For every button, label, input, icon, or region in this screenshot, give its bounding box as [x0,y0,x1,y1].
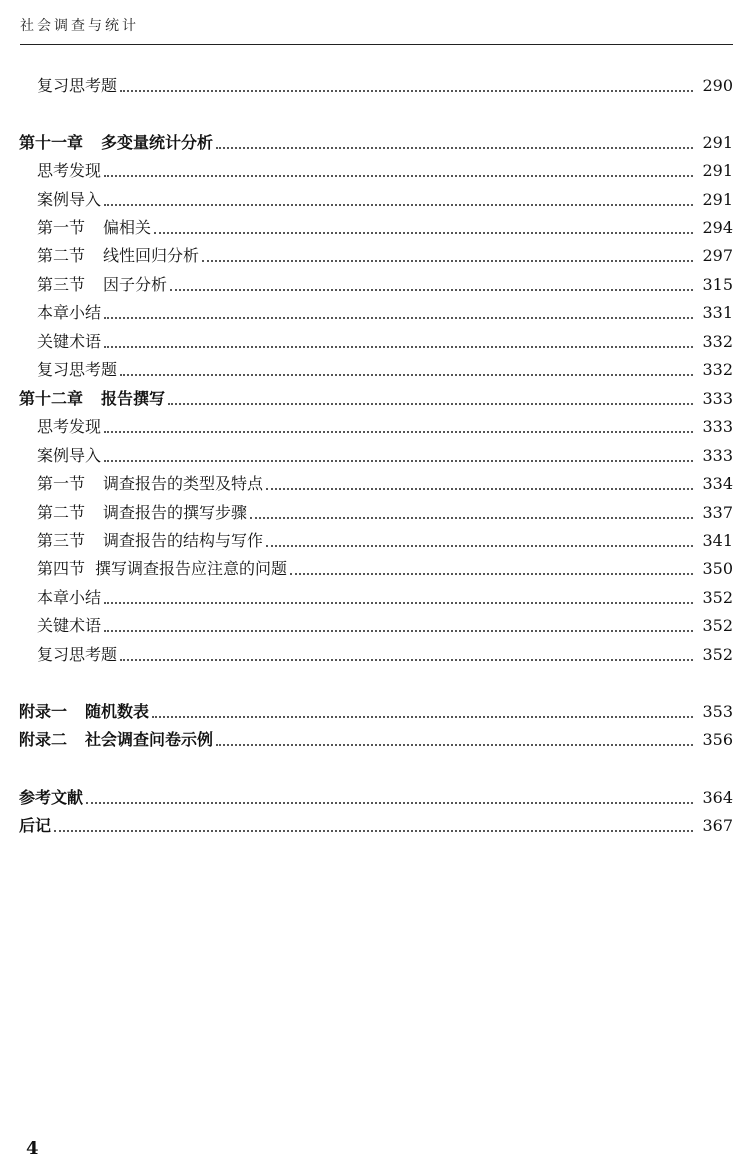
references-title: 参考文献 [19,788,84,807]
toc-entry[interactable] [37,184,733,210]
toc-section-entry[interactable] [37,553,733,579]
toc-section-entry[interactable] [37,525,733,551]
dot-leader [154,232,693,234]
toc-entry[interactable] [37,354,733,380]
toc-entry-label [19,788,83,808]
toc-entry-page: 350 [702,559,733,578]
section-number: 第三节 [37,275,86,294]
dot-leader [120,374,693,376]
section-number: 第二节 [37,503,86,522]
toc-entry-title: 关键术语 [37,332,102,351]
toc-entry-page: 315 [702,275,733,294]
toc-entry-label [37,303,101,323]
dot-leader [104,175,693,177]
toc-entry-page: 331 [702,303,733,322]
toc-entry-label [37,559,287,579]
section-number: 第一节 [37,218,86,237]
toc-entry-label [37,588,101,608]
toc-entry-page: 297 [702,246,733,265]
toc-entry-label [19,389,165,409]
toc-appendix-entry[interactable] [19,724,733,750]
toc-entry[interactable] [37,297,733,323]
toc-section-entry[interactable] [37,497,733,523]
toc-entry-label [19,730,213,750]
toc-chapter-entry[interactable] [19,127,733,153]
toc-entry-label [37,446,101,466]
dot-leader [120,659,693,661]
appendix-number: 附录一 [19,702,68,721]
toc-entry-label [37,616,101,636]
toc-entry-label [19,702,149,722]
toc-entry[interactable] [37,610,733,636]
toc-entry-label [37,360,117,380]
section-number: 第四节 [37,559,86,578]
toc-entry-label [37,218,151,238]
toc-entry-label [37,246,199,266]
toc-entry-title: 本章小结 [37,303,102,322]
dot-leader [250,517,693,519]
toc-entry-label [37,332,101,352]
toc-entry-title: 关键术语 [37,616,102,635]
toc-entry-title: 思考发现 [37,161,102,180]
chapter-title: 报告撰写 [101,389,166,408]
toc-entry-page: 333 [702,389,733,408]
toc-entry-title: 案例导入 [37,446,102,465]
dot-leader [216,744,693,746]
chapter-number: 第十二章 [19,389,84,408]
toc-entry-page: 291 [702,133,733,152]
dot-leader [170,289,693,291]
toc-entry-title: 案例导入 [37,190,102,209]
toc-entry-label [19,133,213,153]
toc-entry-page: 353 [702,702,733,721]
toc-entry-title: 本章小结 [37,588,102,607]
toc-entry[interactable] [37,155,733,181]
toc-entry-label [37,76,117,96]
toc-entry-page: 332 [702,360,733,379]
toc-entry-label [37,531,263,551]
toc-references-entry[interactable] [19,782,733,808]
dot-leader [266,488,693,490]
toc-entry-title: 思考发现 [37,417,102,436]
section-title: 调查报告的结构与写作 [103,531,264,550]
section-number: 第一节 [37,474,86,493]
appendix-title: 随机数表 [85,702,150,721]
toc-entry-page: 341 [702,531,733,550]
section-title: 因子分析 [103,275,168,294]
toc-entry-page: 364 [702,788,733,807]
toc-entry-label [37,474,263,494]
afterword-title: 后记 [19,816,52,835]
section-title: 偏相关 [103,218,152,237]
section-title: 调查报告的类型及特点 [103,474,264,493]
toc-section-entry[interactable] [37,468,733,494]
dot-leader [104,346,693,348]
toc-entry[interactable] [37,639,733,665]
toc-entry-title: 复习思考题 [37,360,118,379]
toc-entry-title: 复习思考题 [37,76,118,95]
dot-leader [86,802,693,804]
dot-leader [104,460,693,462]
toc-entry-page: 333 [702,417,733,436]
section-title: 线性回归分析 [103,246,200,265]
toc-entry-label [37,161,101,181]
toc-afterword-entry[interactable] [19,810,733,836]
dot-leader [104,431,693,433]
appendix-title: 社会调查问卷示例 [85,730,214,749]
toc-entry[interactable] [37,70,733,96]
book-title: 社会调查与统计 [20,18,139,34]
toc-section-entry[interactable] [37,240,733,266]
appendix-number: 附录二 [19,730,68,749]
dot-leader [54,830,693,832]
page-number: 4 [26,1138,39,1159]
toc-section-entry[interactable] [37,269,733,295]
section-number: 第二节 [37,246,86,265]
toc-entry-label [37,645,117,665]
dot-leader [104,317,693,319]
dot-leader [266,545,693,547]
toc-entry-page: 367 [702,816,733,835]
toc-entry-page: 356 [702,730,733,749]
toc-entry[interactable] [37,411,733,437]
toc-entry[interactable] [37,440,733,466]
dot-leader [290,573,693,575]
toc-entry[interactable] [37,326,733,352]
toc-section-entry[interactable] [37,212,733,238]
toc-appendix-entry[interactable] [19,696,733,722]
chapter-number: 第十一章 [19,133,84,152]
section-title: 调查报告的撰写步骤 [103,503,248,522]
dot-leader [168,403,693,405]
toc-entry-page: 332 [702,332,733,351]
toc-entry-page: 294 [702,218,733,237]
toc-entry[interactable] [37,582,733,608]
dot-leader [120,90,693,92]
toc-entry-page: 333 [702,446,733,465]
toc-entry-page: 352 [702,588,733,607]
dot-leader [202,260,693,262]
toc-entry-label [37,503,247,523]
toc-entry-page: 290 [702,76,733,95]
toc-entry-page: 334 [702,474,733,493]
dot-leader [104,602,693,604]
section-title: 撰写调查报告应注意的问题 [95,559,288,578]
toc-entry-page: 352 [702,616,733,635]
chapter-title: 多变量统计分析 [101,133,214,152]
toc-entry-label [19,816,51,836]
toc-entry-page: 337 [702,503,733,522]
toc-entry-page: 291 [702,190,733,209]
dot-leader [152,716,693,718]
toc-entry-label [37,417,101,437]
toc-entry-title: 复习思考题 [37,645,118,664]
toc-entry-label [37,275,167,295]
dot-leader [104,204,693,206]
toc-entry-page: 352 [702,645,733,664]
toc-entry-label [37,190,101,210]
dot-leader [104,630,693,632]
toc-entry-page: 291 [702,161,733,180]
dot-leader [216,147,693,149]
section-number: 第三节 [37,531,86,550]
toc-chapter-entry[interactable] [19,383,733,409]
